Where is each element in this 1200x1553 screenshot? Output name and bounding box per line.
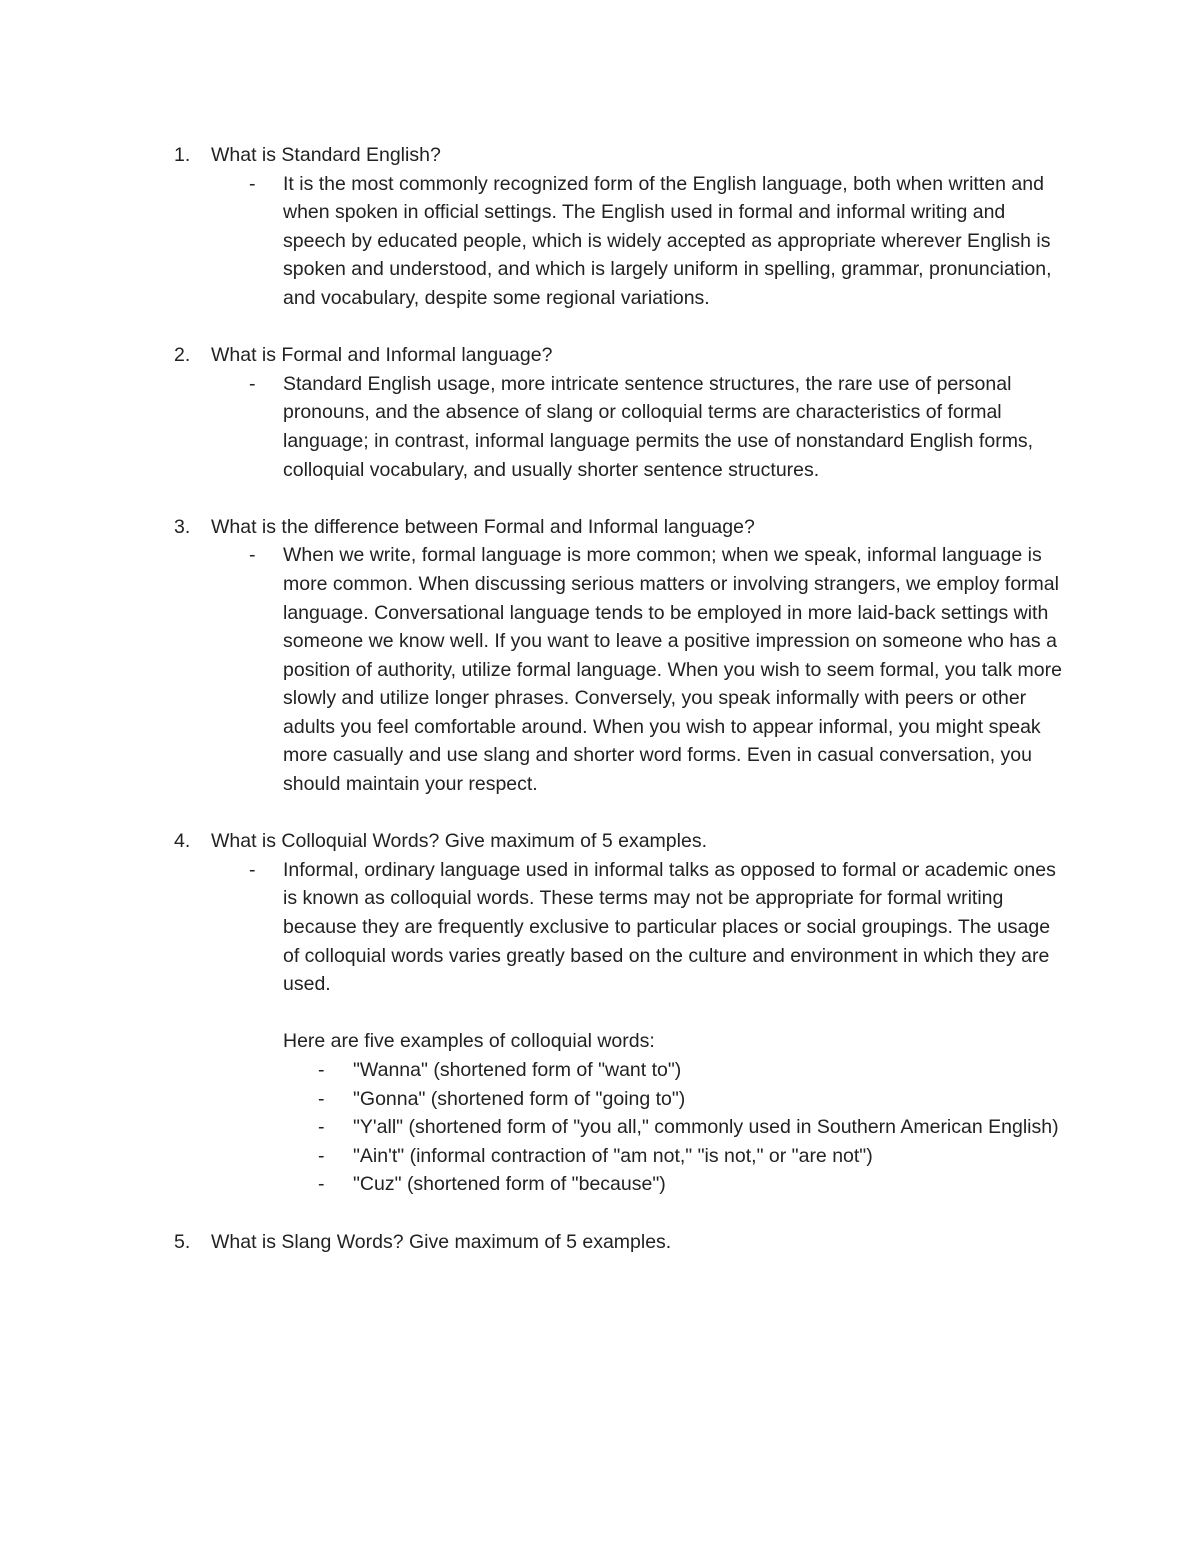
dash-bullet: - — [249, 172, 256, 195]
example-text: "Wanna" (shortened form of "want to") — [353, 1059, 682, 1081]
question-text: What is Standard English? — [211, 144, 441, 166]
answer-text: Standard English usage, more intricate sentence structures, the rare use of personal pronouns, and the absence of slang or colloquial terms are characteristics of formal language; in contrast, informal language permits the use of nonstandard English forms, colloquial vocabulary, and usually shorter sentence structures. — [283, 372, 1034, 481]
examples-lead: Here are five examples of colloquial words: — [283, 1030, 655, 1053]
question-number: 1. — [174, 144, 191, 166]
answer-2 — [0, 370, 1200, 484]
question-number: 3. — [174, 515, 191, 538]
dash-bullet: - — [249, 858, 256, 881]
answer-text: It is the most commonly recognized form of the English language, both when written and when spoken in official settings. The English used in formal and informal writing and speech by educated people, which is widely accepted as appropriate wherever English is spoken and understood, and which is largely uniform in spelling, grammar, pronunciation, and vocabulary, despite some regional variations. — [283, 172, 1052, 309]
answer-text: Informal, ordinary language used in informal talks as opposed to formal or academic ones is known as colloquial words. These terms may not be appropriate for formal writing because they are frequently exclusive to particular places or social groupings. The usage of colloquial words varies greatly based on the culture and environment in which they are used. — [283, 858, 1056, 996]
example-item — [0, 1056, 1200, 1085]
example-text: "Y'all" (shortened form of "you all," commonly used in Southern American English) — [353, 1116, 1059, 1139]
question-number: 5. — [174, 1230, 191, 1253]
answer-3 — [0, 541, 1200, 798]
dash-bullet: - — [318, 1116, 325, 1139]
question-text: What is the difference between Formal and Informal language? — [211, 515, 755, 538]
document-body — [0, 141, 1200, 1256]
dash-bullet: - — [318, 1144, 325, 1167]
example-item — [0, 1170, 1200, 1199]
example-text: "Gonna" (shortened form of "going to") — [353, 1087, 686, 1110]
dash-bullet: - — [318, 1059, 325, 1081]
question-1 — [0, 141, 1200, 170]
question-3 — [0, 513, 1200, 542]
question-2 — [0, 341, 1200, 370]
dash-bullet: - — [249, 372, 256, 395]
question-number: 2. — [174, 344, 191, 367]
question-text: What is Slang Words? Give maximum of 5 examples. — [211, 1230, 672, 1253]
answer-text: When we write, formal language is more common; when we speak, informal language is more common. When discussing serious matters or involving strangers, we employ formal language. Conversational language tends to be employed in more laid-back settings with someone we know well. If you want to leave a positive impression on someone who has a position of authority, utilize formal language. When you wish to seem formal, you talk more slowly and utilize longer phrases. Conversely, you speak informally with peers or other adults you feel comfortable around. When you wish to appear informal, you might speak more casually and use slang and shorter word forms. Even in casual conversation, you should maintain your respect. — [283, 544, 1062, 796]
dash-bullet: - — [249, 544, 256, 567]
example-item — [0, 1085, 1200, 1114]
dash-bullet: - — [318, 1087, 325, 1110]
example-text: "Ain't" (informal contraction of "am not," "is not," or "are not") — [353, 1144, 873, 1167]
question-text: What is Colloquial Words? Give maximum of 5 examples. — [211, 830, 707, 853]
example-text: "Cuz" (shortened form of "because") — [353, 1173, 666, 1196]
example-item — [0, 1142, 1200, 1171]
question-5 — [0, 1228, 1200, 1257]
example-item — [0, 1113, 1200, 1142]
question-4 — [0, 827, 1200, 856]
question-text: What is Formal and Informal language? — [211, 344, 553, 367]
answer-1 — [0, 170, 1200, 313]
question-number: 4. — [174, 830, 191, 853]
dash-bullet: - — [318, 1173, 325, 1196]
answer-4 — [0, 856, 1200, 999]
